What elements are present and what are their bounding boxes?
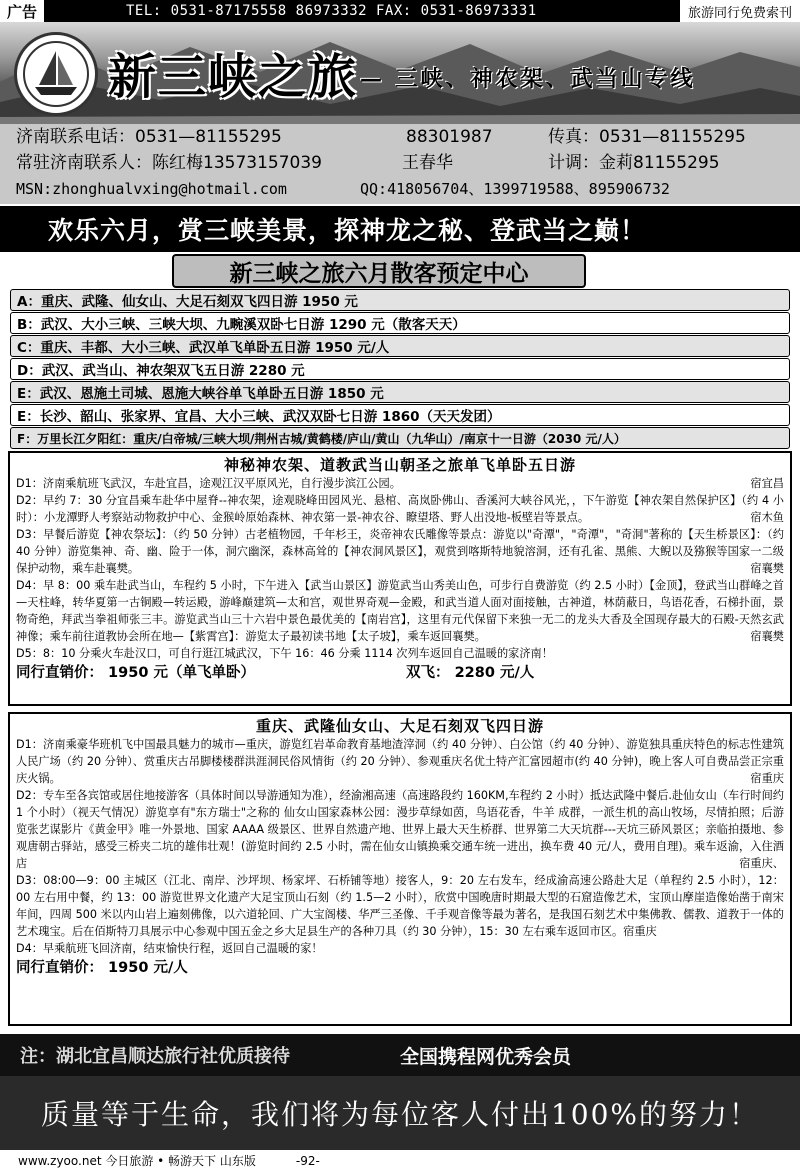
qq: QQ:418056704、1399719588、895906732 xyxy=(360,180,670,198)
jinan-phone: 济南联系电话：0531—81155295 xyxy=(16,127,282,147)
day-4: D4：早乘航班飞回济南，结束愉快行程，返回自己温暖的家！ xyxy=(16,942,323,955)
day-2: D2：早约 7：30 分宜昌乘车赴华中屋脊--神农架，途观晓峰田园风光、悬棺、高岚卧佛山、香溪河大峡谷风光，，下午游览【神农架自然保护区】（约 4 小时）：小龙潭野人考察站动物救护中心、金猴岭原始森林、神农第一景-神农谷、瞭望塔、野人出没地-板壁岩等景点。 宿木鱼 xyxy=(16,494,784,524)
site-name: www.zyoo.net 今日旅游 • 畅游天下 山东版 xyxy=(18,1154,256,1168)
day-3: D3：08:00—9：00 主城区（江北、南岸、沙坪坝、杨家坪、石桥铺等地）接客人，9：20 左右发车，经成渝高速公路赴大足（单程约 2.5 小时），12：00 左右用中餐，约 13：00 游览世界文化遗产大足宝顶山石刻（约 1.5—2 小时），欣赏中国晚唐时期最大型的石窟造像艺术，宝顶山摩崖造像始凿于南宋年间，四周 500 米以内山岩上遍刻佛像，以六道轮回、广大宝阁楼、华严三圣像、千手观音像等最为著名，是我国石刻艺术中集佛教、儒教、道教于一体的艺术瑰宝。后在佰斯特刀具展示中心参观中国五金之乡大足县生产的各种刀具（约 30 分钟），15：30 左右乘车返回市区。宿重庆 xyxy=(16,874,784,938)
page-number: -92- xyxy=(295,1153,320,1168)
footer-note-bar xyxy=(0,1034,800,1076)
page-footer xyxy=(0,1150,800,1171)
route-item: F：万里长江夕阳红：重庆/白帝城/三峡大坝/荆州古城/黄鹤楼/庐山/黄山（九华山）/南京十一日游（2030 元/人） xyxy=(10,427,790,449)
sailboat-icon xyxy=(21,39,91,109)
agency-phone-fax: TEL: 0531-87175558 86973332 FAX: 0531-86973331 xyxy=(126,3,537,19)
jinan-phone-2: 88301987 xyxy=(406,127,493,147)
banner-subtitle: — 三峡、神农架、武当山专线 xyxy=(360,66,696,92)
contact-block xyxy=(0,124,800,204)
quality-motto: 质量等于生命，我们将为每位客人付出100%的努力！ xyxy=(0,1076,800,1150)
route-item: E：武汉、恩施土司城、恩施大峡谷单飞单卧五日游 1850 元 xyxy=(10,381,790,403)
msn: MSN:zhonghualvxing@hotmail.com xyxy=(16,180,287,198)
free-catalog-tag: 旅游同行免费索刊 xyxy=(680,0,800,22)
contact-row xyxy=(0,176,800,202)
agency-logo xyxy=(14,32,98,116)
day-3: D3：早餐后游览【神农祭坛】：（约 50 分钟）古老植物园，千年杉王，炎帝神农氏雕像等景点：游览以"奇潭"，"奇潭"，"奇洞"著称的【天生桥景区】：（约 40 分钟）游览集神、奇、幽、险于一体，洞穴幽深，森林高耸的【神农洞风景区】，观赏到喀斯特地貌溶洞，还有孔雀、黑熊、大鲵以及猕猴等国家一二级保护动物，乘车赴襄樊。 宿襄樊 xyxy=(16,528,784,575)
itinerary-title: 神秘神农架、道教武当山朝圣之旅单飞单卧五日游 xyxy=(223,456,576,474)
ad-label: 广告 xyxy=(0,0,46,22)
contact-row xyxy=(0,124,800,150)
itinerary-chongqing xyxy=(8,712,792,1026)
ctrip-member: 全国携程网优秀会员 xyxy=(400,1045,572,1068)
day-1: D1：济南乘航班飞武汉，车赴宜昌，途观江汉平原风光，自行漫步滨江公园。 宿宜昌 xyxy=(16,477,784,490)
dispatcher: 计调：金莉81155295 xyxy=(548,153,720,173)
route-item: A：重庆、武隆、仙女山、大足石刻双飞四日游 1950 元 xyxy=(10,289,790,311)
day-1: D1：济南乘豪华班机飞中国最具魅力的城市—重庆，游览红岩革命教育基地渣滓洞（约 40 分钟）、白公馆（约 40 分钟）、游览独具重庆特色的标志性建筑人民广场（约 20 分钟）、赏重庆古吊脚楼楼群洪涯洞民俗风情街（约 20 分钟）、参观重庆名优土特产汇富园超市(约 40 分钟)，晚上客人可自费品尝正宗重庆火锅。 宿重庆 xyxy=(16,738,784,785)
price-line: 同行直销价： 1950 元/人 xyxy=(16,960,188,976)
slogan-bar: 欢乐六月，赏三峡美景，探神龙之秘、登武当之巅！ xyxy=(0,206,800,252)
price-line xyxy=(16,662,784,684)
local-receiver-note: 注：湖北宜昌顺达旅行社优质接待 xyxy=(20,1046,290,1067)
day-5: D5：8：10 分乘火车赴汉口，可自行逛江城武汉，下午 16：46 分乘 1114 次列车返回自己温暖的家济南！ xyxy=(16,647,553,660)
price-single: 同行直销价： 1950 元（单飞单卧） xyxy=(16,665,255,681)
route-item: D：武汉、武当山、神农架双飞五日游 2280 元 xyxy=(10,358,790,380)
day-2: D2：专车至各宾馆或居住地接游客（具体时间以导游通知为准），经渝湘高速（高速路段约 160KM,车程约 2 小时）抵达武隆中餐后.赴仙女山（车行时间约 1 个小时）（视天气情况）游览享有"东方瑞士"之称的 仙女山国家森林公园：漫步草绿如茵，鸟语花香，牛羊 成群，一派生机的高山牧场，尽情拍照；后游览张艺谋影片《黄金甲》唯一外景地、国家 AAAA 级景区、世界自然遗产地、世界上最大天生桥群、世界第二大天坑群---天坑三硚风景区；亲临拍摄地、参观唐朝古驿站，感受三桥夹二坑的雄伟壮观！(游览时间约 2.5 小时，需在仙女山镇换乘交通车统一进出，换车费 40 元/人，费用自理)。乘车返渝，入住酒店 宿重庆、 xyxy=(16,789,784,870)
contact-wang: 王春华 xyxy=(402,153,453,173)
route-item: B：武汉、大小三峡、三峡大坝、九畹溪双卧七日游 1290 元（散客天天） xyxy=(10,312,790,334)
itinerary-title: 重庆、武隆仙女山、大足石刻双飞四日游 xyxy=(255,717,544,735)
route-item: E：长沙、韶山、张家界、宜昌、大小三峡、武汉双卧七日游 1860（天天发团） xyxy=(10,404,790,426)
price-double-flight: 双飞： 2280 元/人 xyxy=(406,665,535,681)
fax: 传真：0531—81155295 xyxy=(548,127,746,147)
contact-row xyxy=(0,150,800,176)
route-item: C：重庆、丰都、大小三峡、武汉单飞单卧五日游 1950 元/人 xyxy=(10,335,790,357)
top-bar xyxy=(0,0,800,22)
banner-title: 新三峡之旅 xyxy=(108,49,359,105)
booking-center-title: 新三峡之旅六月散客预定中心 xyxy=(172,254,586,288)
title-banner xyxy=(0,22,800,124)
itinerary-shennongjia xyxy=(8,451,792,706)
resident-contact: 常驻济南联系人：陈红梅13573157039 xyxy=(16,153,322,173)
day-4: D4：早 8：00 乘车赴武当山，车程约 5 小时，下午进入【武当山景区】游览武当山秀美山色，可步行自费游览（约 2.5 小时）【金顶】，登武当山群峰之首—天柱峰，转华夏第一古铜殿—转运殿，游峰巅建筑—太和宫，观世界奇观—金殿，和武当道人面对面接触，古神道，林荫蔽日，鸟语花香，石梯扑面，景物奇绝，拜武当拳祖师张三丰。游览武当山三十六岩中景色最优美的【南岩宫】，这里有元代保留下来独一无二的龙头大香及全国现存最大的石殿-天然玄武神像；乘车前往道教协会所在地—【紫霄宫】：游览太子最初读书地【太子坡】，乘车返回襄樊。 宿襄樊 xyxy=(16,579,784,643)
route-list xyxy=(10,289,790,450)
